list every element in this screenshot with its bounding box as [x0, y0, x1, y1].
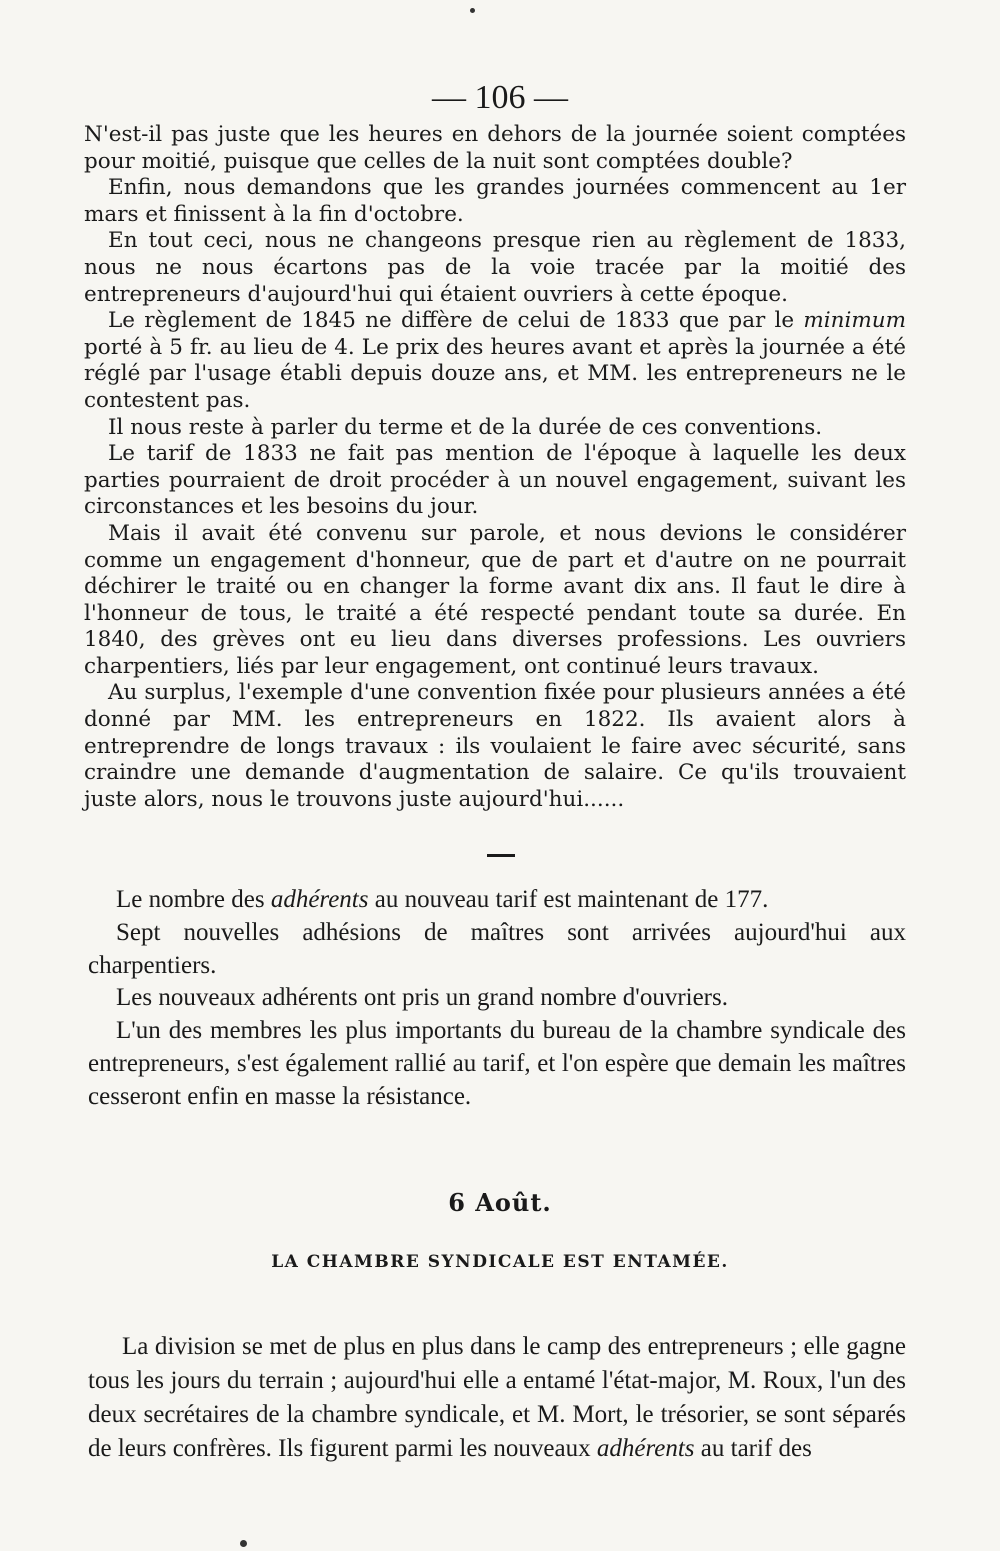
text-run: au nouveau tarif est maintenant de 177.	[368, 886, 769, 913]
paragraph: En tout ceci, nous ne changeons presque rien au règlement de 1833, nous ne nous écartons pas de la voie tracée par la moitié des entrepreneurs d'aujourd'hui qui étaient ouvriers à cette époque.	[84, 228, 906, 307]
paragraph: N'est-il pas juste que les heures en dehors de la journée soient comptées pour moitié, puisque que celles de la nuit sont comptées double?	[84, 122, 906, 174]
paragraph	[88, 884, 906, 917]
paragraph: Sept nouvelles adhésions de maîtres sont arrivées aujourd'hui aux charpentiers.	[88, 918, 906, 979]
text-block-small	[84, 122, 906, 813]
paragraph: Les nouveaux adhérents ont pris un grand nombre d'ouvriers.	[116, 984, 728, 1012]
section-title: LA CHAMBRE SYNDICALE EST ENTAMÉE.	[271, 1252, 729, 1272]
text-block-large	[88, 884, 906, 1114]
text-run: La division se met de plus en plus dans le camp des entrepreneurs ; elle gagne tous les jours du terrain ; aujourd'hui elle a entamé l'état-major, M. Roux, l'un des deux secrétaires de la chambre syndicale, et M. Mort, le trésorier, se sont séparés de leurs confrères. Ils figurent parmi les nouveaux	[88, 1333, 906, 1462]
ink-speck	[470, 8, 475, 13]
ink-speck	[240, 1540, 247, 1547]
paragraph	[84, 308, 906, 414]
text-run: Le nombre des	[116, 886, 271, 913]
paragraph: Mais il avait été convenu sur parole, et nous devions le considérer comme un engagement d'honneur, que de part et d'autre on ne pourrait déchirer le traité ou en changer la forme avant dix ans. Il faut le dire à l'honneur de tous, le traité a été respecté pendant toute sa durée. En 1840, des grèves ont eu lieu dans diverses professions. Les ouvriers charpentiers, liés par leur engagement, ont continué leurs travaux.	[84, 520, 906, 679]
text-run: Le règlement de 1845 ne diffère de celui de 1833 que par le	[108, 308, 804, 334]
text-run: au tarif des	[694, 1435, 812, 1462]
page-number: — 106 —	[432, 79, 568, 116]
text-run: porté à 5 fr. au lieu de 4. Le prix des heures avant et après la journée a été réglé par l'usage établi depuis douze ans, et MM. les entrepreneurs ne le contestent pas.	[84, 334, 906, 413]
paragraph	[88, 1330, 906, 1466]
italic-term: minimum	[803, 308, 906, 334]
paragraph: Le tarif de 1833 ne fait pas mention de l'époque à laquelle les deux parties pourraient de droit procéder à un nouvel engagement, suivant les circonstances et les besoins du jour.	[84, 441, 906, 520]
paragraph: Il nous reste à parler du terme et de la durée de ces conventions.	[108, 414, 823, 440]
paragraph: Enfin, nous demandons que les grandes journées commencent au 1er mars et finissent à la fin d'octobre.	[84, 175, 906, 227]
paragraph: L'un des membres les plus importants du bureau de la chambre syndicale des entrepreneurs, s'est également rallié au tarif, et l'on espère que demain les maîtres cesseront enfin en masse la résistance.	[88, 1017, 906, 1110]
italic-term: adhérents	[596, 1435, 695, 1462]
text-block-final	[88, 1330, 906, 1466]
paragraph: Au surplus, l'exemple d'une convention fixée pour plusieurs années a été donné par MM. les entrepreneurs en 1822. Ils avaient alors à entreprendre de longs travaux : ils voulaient le faire avec sécurité, sans craindre une demande d'augmentation de salaire. Ce qu'ils trouvaient juste alors, nous le trouvons juste aujourd'hui......	[84, 680, 906, 812]
italic-term: adhérents	[270, 886, 369, 913]
section-divider	[487, 854, 515, 857]
date-heading: 6 Août.	[448, 1188, 552, 1217]
